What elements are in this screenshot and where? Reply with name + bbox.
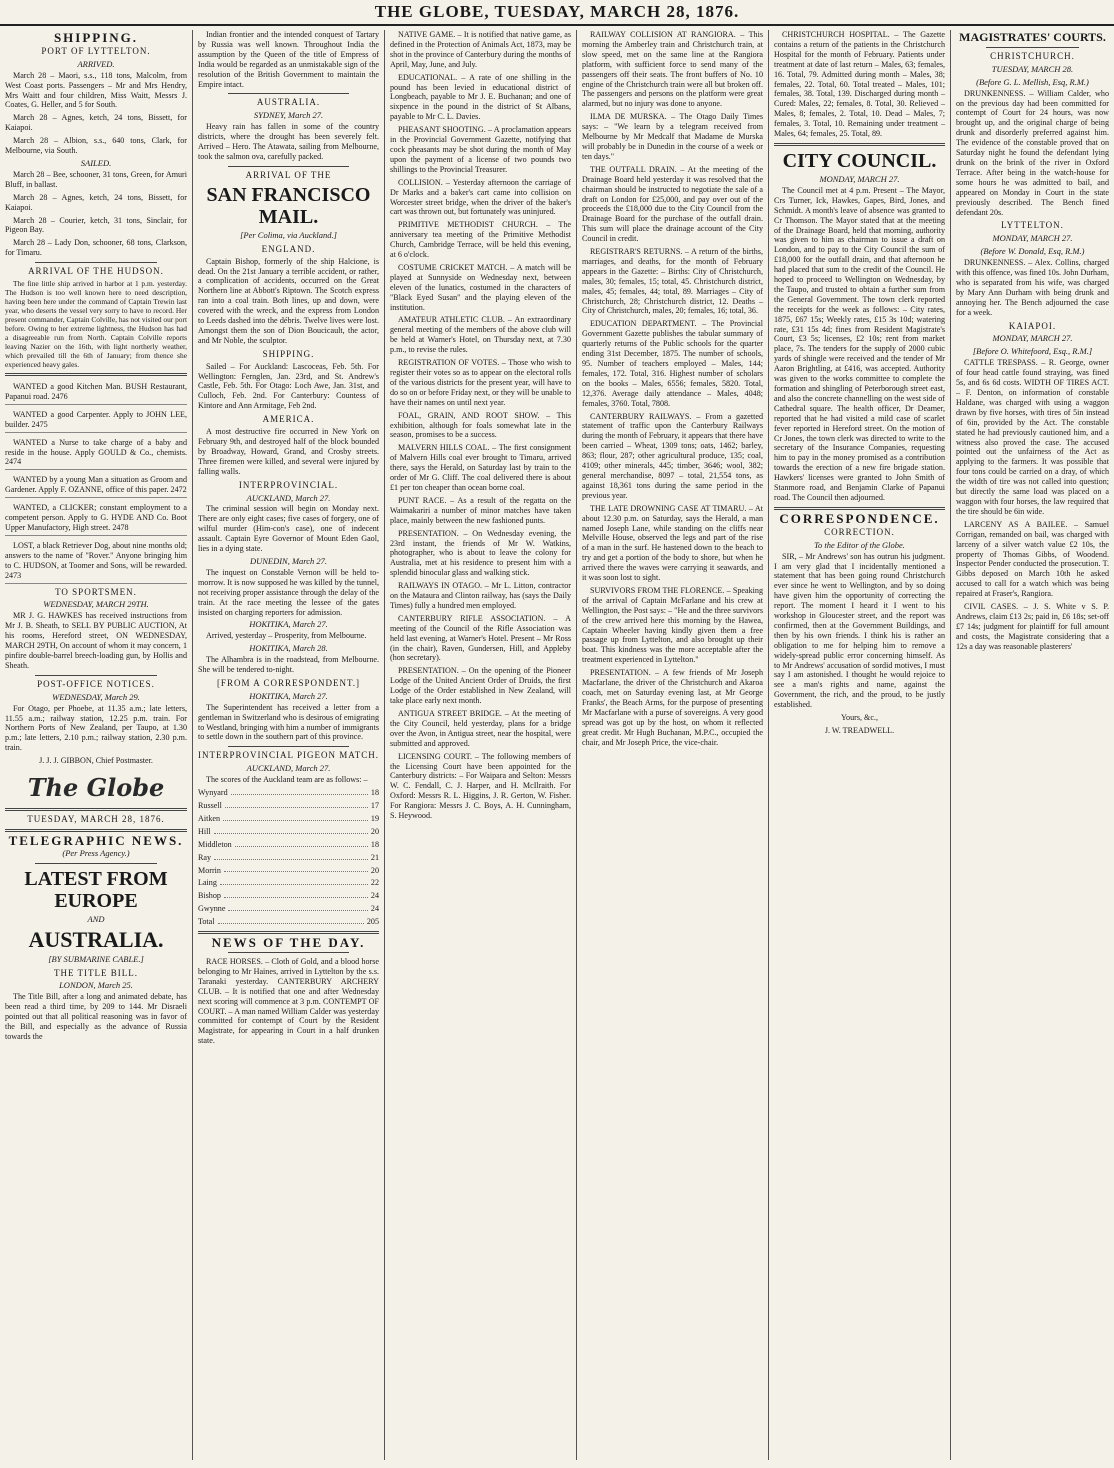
player-name: Hill (198, 826, 211, 836)
arrival-entry: March 28 – Albion, s.s., 640 tons, Clark, for Melbourne, via South. (5, 136, 187, 156)
postoffice-signature: J. J. J. GIBBON, Chief Postmaster. (39, 756, 153, 766)
news-item: PUNT RACE. – As a result of the regatta on the Waimakariri a number of minor matches have taken place, mainly between the new fashioned punts. (390, 495, 571, 525)
interprovincial-heading: INTERPROVINCIAL. (238, 479, 339, 490)
score-row (198, 878, 379, 888)
divider (5, 829, 187, 832)
news-item: COSTUME CRICKET MATCH. – A match will be played at Sunnyside on Wednesday next, between eleven of the lunatics, costumed in the characters of "Black Eyed Susan" and the playing eleven of the institution. (390, 262, 571, 312)
leader-dots (228, 904, 367, 911)
news-article: RACE HORSES. – Cloth of Gold, and a blood horse belonging to Mr Haines, arrived in Lyttelton by the s.s. Taranaki yesterday. CANTERBURY ARCHERY CLUB. – It is notified that one and after Wednesday next scoring will commence at 3 p.m. CONTEMPT OF COURT. – A man named William Calder was yesterday committed for contempt of Court by the Resident Magistrate, for appearing in Court in a half drunken state. (198, 956, 379, 1046)
cable-note: [BY SUBMARINE CABLE.] (48, 953, 144, 964)
leader-dots (235, 840, 368, 847)
score-total-row (198, 917, 379, 927)
court-report: CATTLE TRESPASS. – R. George, owner of four head cattle found straying, was fined 5s, and 6s 6d costs. WIDTH OF TIRES ACT. – F. Denton, on information of constable Haldane, was charged with using a waggon drawn by five horses, with tires of 5in instead of 6in, provided by the Act. The constable stated he had previously cautioned him, and a witness also proved the case. The accused pointed out the unfairness of the Act as applying to the farmers. It was possible that four tons could be carried on a dray, of which the width of tire was not called into question; but directly the same load was placed on a waggon with four horses, the law required that the tire should be 6in wide. (956, 358, 1109, 516)
player-score: 20 (370, 826, 379, 836)
divider (35, 262, 157, 263)
news-item: EDUCATIONAL. – A rate of one shilling in the pound has been levied in educational district of Longbeach, payable to Mr J. E. Buchanan; and one of sixpence in the pound in the district of St Albans, payable to Mr C. L. Davies. (390, 72, 571, 122)
score-row (198, 840, 379, 850)
score-row (198, 891, 379, 901)
sailed-entry: March 28 – Bee, schooner, 31 tons, Green, for Amuri Bluff, in ballast. (5, 169, 187, 189)
classified-ad: WANTED, a CLICKER; constant employment to a competent person. Apply to G. HYDE AND Co. Boot Upper Manufactory, High street. 2478 (5, 501, 187, 536)
player-score: 17 (370, 801, 379, 810)
news-item: MALVERN HILLS COAL. – The first consignment of Malvern Hills coal ever brought to Timaru, arrived there, says the Herald, on Saturday last by train to the order of Mr G. Cliff. The coal delivered there is about £1 per ton cheaper than ocean borne coal. (390, 443, 571, 492)
news-item: REGISTRAR'S RETURNS. – A return of the births, marriages, and deaths, for the month of February appears in the Gazette: – Births: City of Christchurch, males, 30; females, 15; total, 45. Christchurch district, males, 45; females, 44; total, 89. Marriages – City of Christchurch, 28; Christchurch district, 12. Deaths – City of Christchurch, males, 20; females, 16; total, 36. (582, 247, 763, 316)
america-heading: AMERICA. (262, 414, 315, 425)
score-table (198, 788, 379, 914)
dunedin-article: The inquest on Constable Vernon will be held to-morrow. It is now supposed he was killed by the tunnel, not receiving proper assistance through the delay of the train. At the race meeting the lessee of the gates insisted on charging reporters for admission. (198, 567, 379, 617)
player-name: Middleton (198, 839, 232, 849)
sports-heading: TO SPORTSMEN. (55, 586, 137, 597)
hudson-heading: ARRIVAL OF THE HUDSON. (28, 266, 164, 277)
pigeon-intro: The scores of the Auckland team are as follows: – (206, 775, 368, 785)
news-item: PRESENTATION. – On Wednesday evening, the 23rd instant, the friends of Mr W. Watkins, photographer, who is about to leave the colony for Australia, met at his residence to present him with a splendid binocular glass and walking stick. (390, 528, 571, 578)
hokitika-article: The Alhambra is in the roadstead, from Melbourne. She will be tendered to-night. (198, 655, 379, 675)
globe-logo-icon (21, 770, 171, 804)
divider (774, 507, 945, 510)
news-item: COLLISION. – Yesterday afternoon the carriage of Dr Marks and a baker's cart came into collision on Worcester street bridge, when the driver of the baker's cart was thrown out, but fortunately was uninjured. (390, 177, 571, 217)
divider (35, 675, 157, 676)
classified-ad: WANTED by a young Man a situation as Groom and Gardener. Apply F. OZANNE, office of this paper. 2472 (5, 473, 187, 498)
council-date: MONDAY, MARCH 27. (819, 173, 900, 184)
player-name: Laing (198, 878, 217, 888)
news-item: SURVIVORS FROM THE FLORENCE. – Speaking of the arrival of Captain McFarlane and his crew at Wellington, the Post says: – "He and the three survivors of the crew arrived here this morning by the Hawea, Captain Wheeler having kindly given them a free passage up from Lyttelton, and also brought up their boat. This kindness was the more acceptable after the treatment experienced in Lyttelton." (582, 585, 763, 665)
sydney-dateline: SYDNEY, March 27. (253, 110, 324, 121)
letter-close: Yours, &c., (841, 713, 878, 723)
news-item: CANTERBURY RIFLE ASSOCIATION. – A meeting of the Council of the Rifle Association was held last evening, at Warner's Hotel. Present – Mr Ross (in the chair), Raven, Gundersen, Hill, and Appleby (hon secretary). (390, 613, 571, 663)
letter-signature: J. W. TREADWELL. (824, 726, 895, 735)
news-item: THE OUTFALL DRAIN. – At the meeting of the Drainage Board held yesterday it was resolved that the chairman should be instructed to negotiate the sale of a draft on London for £25,000, and pay over out of the proceeds the £18,000 due to the City Council from the Drainage Board for the purchase of the outfall drain. This sum will place the drainage account of the City Council in credit. (582, 164, 763, 244)
leader-dots (220, 878, 368, 885)
column-3 (384, 30, 576, 1460)
news-item: RAILWAYS IN OTAGO. – Mr L. Litton, contractor on the Mataura and Clinton railway, has (says the Daily Times) fully a hundred men employed. (390, 581, 571, 610)
america-article: A most destructive fire occurred in New York on February 9th, and destroyed half of the block bounded by Broadway, Howard, Grand, and Crosby streets. Three firemen were killed, and several were injured by falling walls. (198, 427, 379, 476)
player-name: Russell (198, 801, 222, 810)
player-score: 18 (370, 788, 379, 798)
correspondence-heading: CORRESPONDENCE. (779, 510, 940, 526)
pigeon-dateline: AUCKLAND, March 27. (246, 763, 331, 774)
classified-ad: LOST, a black Retriever Dog, about nine months old; answers to the name of "Rover." Anyone bringing him to C. HUDSON, at Toomer and Sons, will be rewarded. 2473 (5, 539, 187, 584)
player-name: Wynyard (198, 788, 228, 798)
leader-dots (223, 814, 368, 821)
score-row (198, 853, 379, 863)
news-item: CANTERBURY RAILWAYS. – From a gazetted statement of traffic upon the Canterbury Railways during the month of February, it appears that there have been carried – Wheat, 1309 tons; oats, 1462; barley, 863; flour, 287; other agricultural produce, 135; coal, 4109; other minerals, 445; timber, 3646; wool, 382; general merchandise, 8097 – total, 21,554 tons, as against 18,361 tons during the same period in the previous year. (582, 411, 763, 500)
news-item: RAILWAY COLLISION AT RANGIORA. – This morning the Amberley train and Christchurch train, at slow speed, met on the same line at the Rangiora platform, with sufficient force to send many of the passengers off their seats. The front buffers of No. 10 engine of the Christchurch train were all but broken off. The passengers and persons on the platform were great alarmed, but no injury was done to anyone. (582, 30, 764, 109)
player-score: 20 (370, 865, 379, 875)
divider (228, 746, 349, 747)
player-score: 19 (370, 813, 379, 823)
latest-and: AND (87, 913, 105, 924)
column-5 (768, 30, 950, 1460)
postoffice-heading: POST-OFFICE NOTICES. (37, 678, 155, 689)
news-item: PRESENTATION. – A few friends of Mr Joseph Macfarlane, the driver of the Christchurch and Akaroa coach, met on Saturday evening last, at Mr George Franks', the Beach Arms, for the purpose of presenting Mr Macfarlane with a purse of sovereigns. A very good spread was got up by the host, on whom it reflected great credit. Mr Hugh Buchanan, M.P.C., occupied the chair, and Mr Joseph Price, the vice-chair. (582, 668, 763, 747)
player-name: Gwynne (198, 904, 226, 914)
divider (5, 808, 187, 811)
correction-heading: CORRECTION. (824, 526, 895, 537)
court-report: LARCENY AS A BAILEE. – Samuel Corrigan, remanded on bail, was charged with larceny of a silver watch value £2 10s, the property of Thomas Gibbs, of Woodend. Inspector Pender conducted the prosecution. T. Gibbs deposed on March 10th he asked accused to call for a watch which was being repaired at Fraser's, Rangiora. (956, 519, 1109, 599)
court-report: DRUNKENNESS. – William Calder, who on the previous day had been committed for contempt of Court for 24 hours, was now brought up, and the original charge of being drunk and disorderly preferred against him. The evidence of the constable proved that on Saturday night he found the defendant lying drunk on the brink of the river in Oxford Terrace. After being in the watch-house for some hours he was admitted to bail, and appeared on Monday in Court in the state previously described. The Bench fined defendant 20s. (956, 88, 1109, 217)
leader-dots (218, 917, 364, 924)
pigeon-match-heading: INTERPROVINCIAL PIGEON MATCH. (198, 750, 379, 761)
arrived-label: ARRIVED. (77, 58, 115, 69)
leader-dots (224, 891, 368, 898)
leader-dots (214, 853, 368, 860)
leader-dots (224, 866, 368, 873)
player-score: 24 (370, 904, 379, 914)
score-row (198, 866, 379, 876)
sydney-article: Heavy rain has fallen in some of the country districts, where the drought has been severely felt. Arrived – Hero. The Atawata, sailing from Melbourne, took the salmon ova, carefully packed. (198, 122, 379, 161)
court-report: CIVIL CASES. – J. S. White v S. P. Andrews, claim £13 2s; paid in, £6 18s; set-off £7 14s; judgment for plaintiff for full amount and costs, the Magistrate considering that a 12s a day was reasonable plasterers' (956, 602, 1109, 651)
news-item: CHRISTCHURCH HOSPITAL. – The Gazette contains a return of the patients in the Christchurch Hospital for the month of February. Patients under treatment at date of last return – Males, 63; females, 16. Total, 79. Admitted during month – Males, 38; females, 22. Total, 60. Total treated – Males, 101; females, 38. Total, 139. Discharged during month – Cured: Males, 22; females, 8. Total, 30. Relieved – Males, 8; females, 2. Total, 10. Dead – Males, 7; females, 3. Total, 10. Remaining under treatment – Males, 64; females, 25. Total, 89. (774, 30, 945, 139)
score-row (198, 814, 379, 824)
correspondent-heading: [FROM A CORRESPONDENT.] (216, 677, 361, 688)
dunedin-dateline: DUNEDIN, March 27. (249, 555, 328, 566)
player-name: Aitken (198, 813, 221, 823)
column-2 (192, 30, 384, 1460)
news-item: AMATEUR ATHLETIC CLUB. – An extraordinary general meeting of the members of the above club will be held at Warner's Hotel, on Thursday next, at 7.30 p.m., to revise the rules. (390, 315, 571, 355)
player-score: 22 (370, 878, 379, 888)
player-name: Bishop (198, 891, 221, 901)
kaiapoi-date: MONDAY, MARCH 27. (992, 333, 1073, 344)
latest-heading: LATEST FROM EUROPE (24, 867, 168, 912)
player-name: Morrin (198, 865, 221, 875)
leader-dots (214, 827, 368, 834)
telegraph-subheading: (Per Press Agency.) (62, 847, 130, 858)
arrival-entry: March 28 – Maori, s.s., 118 tons, Malcolm, from West Coast ports. Passengers – Mr and Mrs Hendry, Mrs Waitt and four children, Miss Waitt, Messrs J. Coates, G. Heller, and 5 for South. (5, 70, 187, 110)
classified-ad: WANTED a Nurse to take charge of a baby and reside in the house. Apply GOULD & Co., chemists. 2474 (5, 436, 187, 471)
divider (5, 373, 187, 376)
news-item: EDUCATION DEPARTMENT. – The Provincial Government Gazette publishes the tabular summary of quarterly returns of the Public schools for the quarter ending 31st December, 1875. The number of schools, 95. Number of teachers employed – Males, 144; females, 172. Total, 316. Highest number of scholars on the books – Males, 6556; females, 5820. Total, 12,376. Average daily attendance – Males, 4048; females, 3760. Total, 7808. (582, 319, 763, 408)
score-row (198, 827, 379, 837)
england-heading: ENGLAND. (261, 243, 316, 254)
news-item: ILMA DE MURSKA. – The Otago Daily Times says: – "We learn by a telegram received from Melbourne by Mr Medcalf that Madame de Murska will probably be in Dunedin in the course of a week or ten days." (582, 112, 763, 161)
player-score: 21 (370, 852, 379, 862)
sf-mail-sub: [Per Colima, via Auckland.] (240, 229, 337, 240)
leader-dots (225, 801, 368, 808)
score-total-label: Total (198, 917, 215, 927)
australia-subheading: AUSTRALIA. (256, 97, 321, 108)
player-score: 18 (370, 839, 379, 849)
leader-dots (231, 788, 368, 795)
sf-mail-heading: SAN FRANCISCO MAIL. (206, 183, 371, 228)
telegraph-heading: TELEGRAPHIC NEWS. (8, 832, 184, 848)
city-council-heading: CITY COUNCIL. (782, 149, 937, 172)
london-dateline: LONDON, March 25. (59, 980, 133, 991)
sailed-entry: March 28 – Courier, ketch, 31 tons, Sinclair, for Pigeon Bay. (5, 215, 187, 235)
news-item: NATIVE GAME. – It is notified that native game, as defined in the Protection of Animals Act, 1873, may be shot in the province of Canterbury during the months of April, May, June, and July. (390, 30, 571, 69)
interprovincial-article: The criminal session will begin on Monday next. There are only eight cases; five cases of forgery, one of wilful murder (Him-con's case), one of indecent assault. Captain Eyre Governor of Mount Eden Gaol, lies in a dying state. (198, 504, 379, 554)
score-row (198, 788, 379, 798)
divider (774, 143, 945, 146)
hokitika-dateline: HOKITIKA, March 27. (249, 690, 328, 701)
port-heading: PORT OF LYTTELTON. (41, 45, 151, 56)
sailed-label: SAILED. (80, 157, 112, 168)
australia-heading: AUSTRALIA. (28, 926, 164, 952)
hokitika-dateline: HOKITIKA, March 27. (249, 619, 328, 630)
continued-article: Indian frontier and the intended conquest of Tartary by Russia was well known. Throughout India the assumption by the Queen of the title of Empress of India would be regarded as an unmistakable sign of the resolution of the British Government to maintain the Empire intact. (198, 30, 379, 89)
divider (198, 931, 379, 934)
council-report: The Council met at 4 p.m. Present – The Mayor, Crs Turner, Ick, Hawkes, Gapes, Bird, Jones, and Schmidt. A month's leave of absence was granted to Cr Thomson. The Mayor stated that at the meeting of the Drainage Board, held that morning, authority was given to him as chairman to issue a draft on London, and to pay to the City Council the sum of £18,000 for the outfall drain, and that afternoon he had placed that sum to the credit of the Council. He hoped to proceed to Wellington on Wednesday, by the Taupo, and trusted to obtain a further sum from the General Government. The town clerk reported the receipts for the week as follows: – City rates, 1875, £67 15s; Weekly rates, £15 3s 10d; watering rate, £31 15s 4d; fines from Resident Magistrate's Court, £3 5s; licenses, £2 10s; rent from market place, 7s. The tenders for the supply of 2000 cubic yards of shingle were received and the tender of Mr Aaron Brightling, at £416, was accepted. Authority was given to the works committee to complete the formation and shingling of Peterborough street east, and also the concrete channelling on the west side of Cathedral square. The health officer, Dr Deamer, reported that he had visited a mild case of scarlet fever reported in Hereford street. On the motion of Cr Jones, the town clerk was directed to write to the secretary of the Insurance Companies, requesting him to pay in the money promised as a contribution towards the erection of a new fire brigade station. Hawkers' licenses were granted to John Smith of Stanmore road, and Benjamin Clarke of Papanui road. The Council then adjourned. (774, 185, 945, 502)
lyttelton-before: (Before W. Donald, Esq, R.M.) (980, 246, 1085, 257)
column-6 (950, 30, 1114, 1460)
news-item: THE LATE DROWNING CASE AT TIMARU. – At about 12.30 p.m. on Saturday, says the Herald, a man named Joseph Lane, while standing on the cliffs near Melville House, observed the legs and part of the rise of a man in the surf. He hastened down to the beach to try and get a portion of the body to shore, but when he arrived there the waves were carrying it seawards, and it was soon lost to sight. (582, 503, 763, 583)
column-1 (0, 30, 192, 1460)
letter-body: SIR, – Mr Andrews' son has outrun his judgment. I am very glad that I incidentally mentioned a statement that has been going round Christchurch ever since he went to Wellington, and by so doing have given him the opportunity of correcting the report. The moment I heard it I went to his workshop in Gloucester street, and the report was confirmed, then at the Government Buildings, and then by his own friends. I think his is rather an obligation to me for helping him to remove a widely-spread public error concerning himself. As to Mr Andrews' accusation of sordid motives, I must say I am astonished. I thought he would rejoice to see a man's rights and name, against the Government, the rich, and the proud, to be justly established. (774, 551, 945, 710)
shipping2-article: Sailed – For Auckland: Lascoceas, Feb. 5th. For Wellington: Fernglen, Jan. 23rd, and St. Andrew's Castle, Feb. 5th. For Otago: Loch Awe, Jan. 31st, and Culloch, Feb. 2nd. For Canterbury: Countess of Kintore and Ann Armitage, Feb 2nd. (198, 361, 379, 411)
sports-date: WEDNESDAY, MARCH 29TH. (43, 599, 149, 610)
divider (35, 863, 157, 864)
sailed-entry: March 28 – Lady Don, schooner, 68 tons, Clarkson, for Timaru. (5, 238, 187, 258)
kaiapoi-heading: KAIAPOI. (1008, 320, 1057, 331)
telegraph-date: TUESDAY, MARCH 28, 1876. (27, 814, 165, 825)
hokitika-article: The Superintendent has received a letter from a gentleman in Switzerland who is desirous of emigrating to Westland, bringing with him a number of immigrants to settle down in the southern part of this province. (198, 702, 379, 742)
court-report: DRUNKENNESS. – Alex. Collins, charged with this offence, was fined 10s. John Durham, who is separated from his wife, was charged by Mary Ann Durham with being drunk and annoying her. The Bench adjourned the case for a week. (956, 258, 1109, 317)
classified-ad: WANTED a good Carpenter. Apply to JOHN LEE, builder. 2475 (5, 408, 187, 433)
score-total-value: 205 (366, 917, 379, 927)
score-row (198, 904, 379, 914)
arrival-entry: March 28 – Agnes, ketch, 24 tons, Bissett, for Kaiapoi. (5, 113, 187, 133)
classified-ad: WANTED a good Kitchen Man. BUSH Restaurant, Papanui road. 2476 (5, 380, 187, 405)
news-item: LICENSING COURT. – The following members of the Licensing Court have been appointed for the Canterbury districts: – For Waipara and Selton: Messrs W. C. Fendall, C. J. Harper, and H. McIlraith. For Oxford: Messrs R. L. Higgins, J. R. Gerton, W. Fisher. For Rangiora: Messrs J. C. Boys, A. H. Cunningham, S. Heywood. (390, 751, 571, 821)
kaiapoi-before: [Before O. Whitefoord, Esq., R.M.] (972, 346, 1093, 357)
player-score: 24 (370, 891, 379, 901)
column-4 (576, 30, 768, 1460)
sailed-entry: March 28 – Agnes, ketch, 24 tons, Bissett, for Kaiapoi. (5, 192, 187, 212)
editor-address: To the Editor of the Globe. (814, 539, 905, 550)
masthead: THE GLOBE, TUESDAY, MARCH 28, 1876. (0, 0, 1114, 26)
christchurch-date: TUESDAY, MARCH 28. (991, 63, 1074, 74)
divider (228, 952, 349, 953)
hokitika-dateline: HOKITIKA, March 28. (249, 643, 328, 654)
news-item: REGISTRATION OF VOTES. – Those who wish to register their votes so as to appear on the electoral rolls of the various districts for the present year, will have to do so on or before Friday next, or they will be unable to have their names on until next year. (390, 358, 571, 407)
globe-seal-logo (5, 770, 187, 804)
news-item: FOAL, GRAIN, AND ROOT SHOW. – This exhibition, although for foals somewhat late in the season, promises to be a success. (390, 410, 571, 440)
hudson-article: The fine little ship arrived in harbor at 1 p.m. yesterday. The Hudson is too well known here to need description, having been here under the command of Captain Trewin last year, who deserts the vessel very sorry to have to record. Her present commander, Captain Colville, has not visited our port before. Owing to her extreme lightness, the Hudson has had a disagreeable run from North. Captain Colville reports leaving Nazier on the 16th, with light northerly weather, which prevailed till the 6th of January; from thence she experienced heavy gales. (5, 279, 187, 370)
shipping-heading: SHIPPING. (53, 30, 139, 45)
news-item: PRIMITIVE METHODIST CHURCH. – The anniversary tea meeting of the Primitive Methodist Church, Cambridge Terrace, will be held this evening, at 6 o'clock. (390, 220, 571, 260)
score-row (198, 801, 379, 811)
player-name: Ray (198, 852, 212, 862)
christchurch-heading: CHRISTCHURCH. (990, 50, 1075, 61)
lyttelton-heading: LYTTELTON. (1001, 220, 1064, 231)
news-item: PHEASANT SHOOTING. – A proclamation appears in the Provincial Government Gazette, notifying that cock pheasants may be shot during the month of May upon the payment of a license of two pounds two shillings to the Provincial Treasurer. (390, 125, 571, 174)
england-article: Captain Bishop, formerly of the ship Halcione, is dead. On the 21st January a terrible accident, or rather, a complication of accidents, occurred on the Great Northern line at Abbott's Riptown. The Scotch express ran into a coal train. Both lines, up and down, were covered with the wreck, and the express from London to Leeds dashed into the débris. Twelve lives were lost. Amongst them the son of Dion Boucicault, the actor, and Mr Noble, the sculptor. (198, 256, 379, 345)
shipping2-heading: SHIPPING. (262, 348, 315, 359)
divider (986, 47, 1079, 48)
news-item: PRESENTATION. – On the opening of the Pioneer Lodge of the United Ancient Order of Druids, the first Lodge of the Order established in New Zealand, will take place early next month. (390, 666, 571, 706)
news-item: ANTIGUA STREET BRIDGE. – At the meeting of the City Council, held yesterday, plans for a bridge over the Avon, in Antigua street, near the hospital, were submitted and approved. (390, 709, 571, 748)
sports-article: MR J. G. HAWKES has received instructions from Mr J. B. Sheath, to SELL BY PUBLIC AUCTION, At his rooms, Hereford street, ON WEDNESDAY, MARCH 29TH, On account of whom it may concern, 1 pinfire double-barrel breech-loading gun, by Hollis and Sheath. (5, 611, 187, 670)
auckland-dateline: AUCKLAND, March 27. (246, 492, 331, 503)
divider (228, 166, 349, 167)
lyttelton-date: MONDAY, MARCH 27. (992, 233, 1073, 244)
title-bill-article: The Title Bill, after a long and animated debate, has been read a third time, by 209 to 144. Mr Disraeli pointed out that all political reasoning was in favor of the Bill, and especially as the advance of Russia towards the (5, 992, 187, 1041)
hokitika-article: Arrived, yesterday – Prosperity, from Melbourne. (206, 631, 367, 641)
postoffice-date: WEDNESDAY, March 29. (52, 691, 140, 702)
postoffice-article: For Otago, per Phoebe, at 11.35 a.m.; late letters, 11.55 a.m.; railway station, 12.25 p.m. train. For Northern Ports of New Zealand, per Taupo, at 1.30 p.m.; late letters, 2.10 p.m.; railway station, 2.30 p.m. train. (5, 703, 187, 753)
christchurch-before: (Before G. L. Mellish, Esq, R.M.) (976, 76, 1089, 87)
news-of-day-heading: NEWS OF THE DAY. (211, 935, 366, 951)
title-bill-heading: THE TITLE BILL. (53, 967, 139, 978)
magistrates-heading: MAGISTRATES' COURTS. (959, 30, 1106, 44)
sf-pre-heading: ARRIVAL OF THE (245, 169, 332, 180)
svg-text:The Globe: The Globe (27, 773, 165, 803)
divider (228, 93, 349, 94)
